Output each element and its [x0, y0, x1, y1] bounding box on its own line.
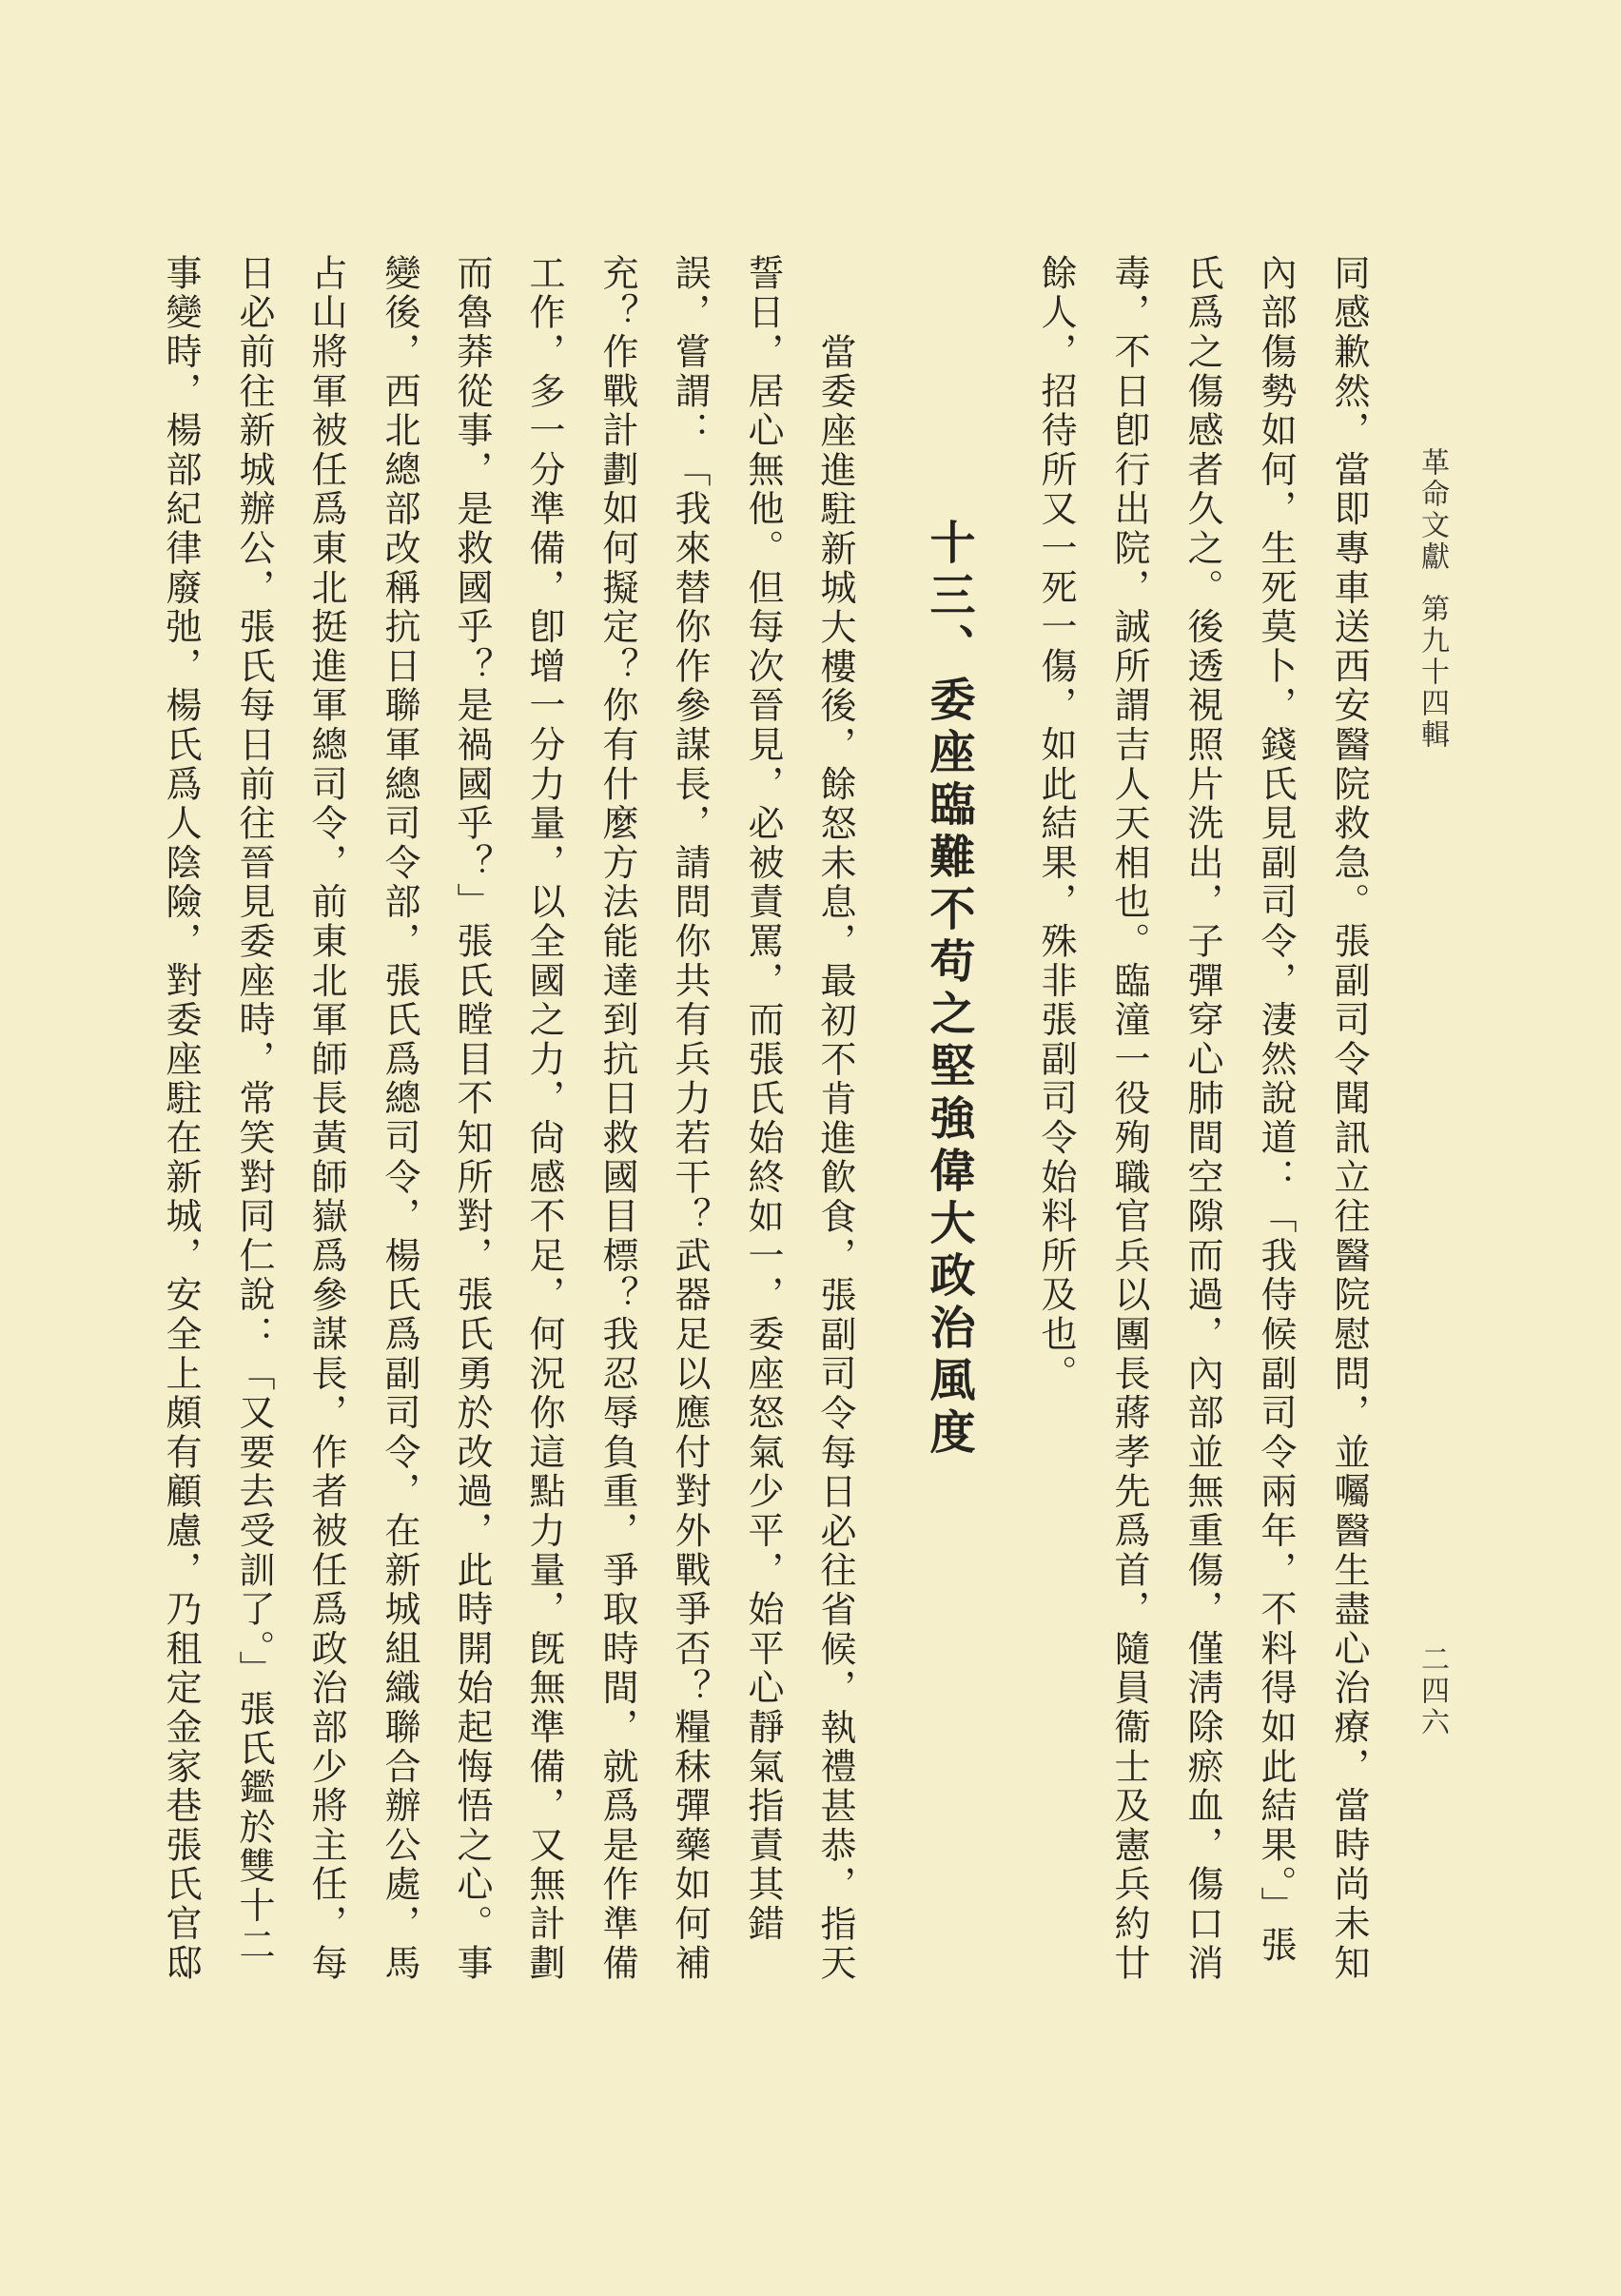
book-title: 革命文獻: [1416, 447, 1449, 573]
running-header: [1416, 447, 1448, 751]
text-column: 誤，嘗謂：「我來替你作參謀長，請問你共有兵力若干？武器足以應付對外戰爭否？糧秣彈藥如何補: [669, 254, 711, 1984]
volume-number: 第九十四輯: [1416, 594, 1449, 751]
text-column: 變後，西北總部改稱抗日聯軍總司令部，張氏爲總司令，楊氏爲副司令，在新城組織聯合辦公處，馬: [379, 254, 420, 1984]
text-column: 餘人，招待所又一死一傷，如此結果，殊非張副司令始料所及也。: [1035, 254, 1077, 1394]
text-column: 而魯莽從事，是救國乎？是禍國乎？」張氏瞠目不知所對，張氏勇於改過，此時開始起悔悟之心。事: [451, 254, 493, 1984]
text-column: 誓日，居心無他。但每次晉見，必被責罵，而張氏始終如一，委座怒氣少平，始平心靜氣指責其錯: [742, 254, 784, 1944]
section-heading: 十三、委座臨難不苟之堅強偉大政治風度: [922, 519, 975, 1461]
text-column: 內部傷勢如何，生死莫卜，錢氏見副司令，淒然說道：「我侍候副司令兩年，不料得如此結果。」張: [1255, 254, 1297, 1966]
text-column: 占山將軍被任爲東北挺進軍總司令，前東北軍師長黃師嶽爲參謀長，作者被任爲政治部少將主任，每: [305, 254, 347, 1984]
text-column: 氏爲之傷感者久之。後透視照片洗出，子彈穿心肺間空隙而過，內部並無重傷，僅淸除瘀血，傷口消: [1182, 254, 1223, 1984]
text-column: 同感歉然，當即專車送西安醫院救急。張副司令聞訊立往醫院慰問，並囑醫生盡心治療，當時尚未知: [1328, 254, 1370, 1984]
text-column: 充？作戰計劃如何擬定？你有什麼方法能達到抗日救國目標？我忍辱負重，爭取時間，就爲是作準備: [596, 254, 638, 1984]
text-column: 日必前往新城辦公，張氏每日前往晉見委座時，常笑對同仁說：「又要去受訓了。」張氏鑑於雙十二: [233, 254, 275, 1966]
paragraph-start-column: 當委座進駐新城大樓後，餘怒未息，最初不肯進飮食，張副司令每日必往省候，執禮甚恭，指天: [814, 333, 856, 1984]
page-number: 二四六: [1416, 1644, 1449, 1738]
text-column: 工作，多一分準備，卽增一分力量，以全國之力，尙感不足，何況你這點力量，旣無準備，又無計劃: [523, 254, 565, 1984]
text-column: 事變時，楊部紀律廢弛，楊氏爲人陰險，對委座駐在新城，安全上頗有顧慮，乃租定金家巷張氏官邸: [160, 254, 202, 1984]
text-column: 毒，不日卽行出院，誠所謂吉人天相也。臨潼一役殉職官兵以團長蔣孝先爲首，隨員衞士及憲兵約廿: [1108, 254, 1150, 1984]
